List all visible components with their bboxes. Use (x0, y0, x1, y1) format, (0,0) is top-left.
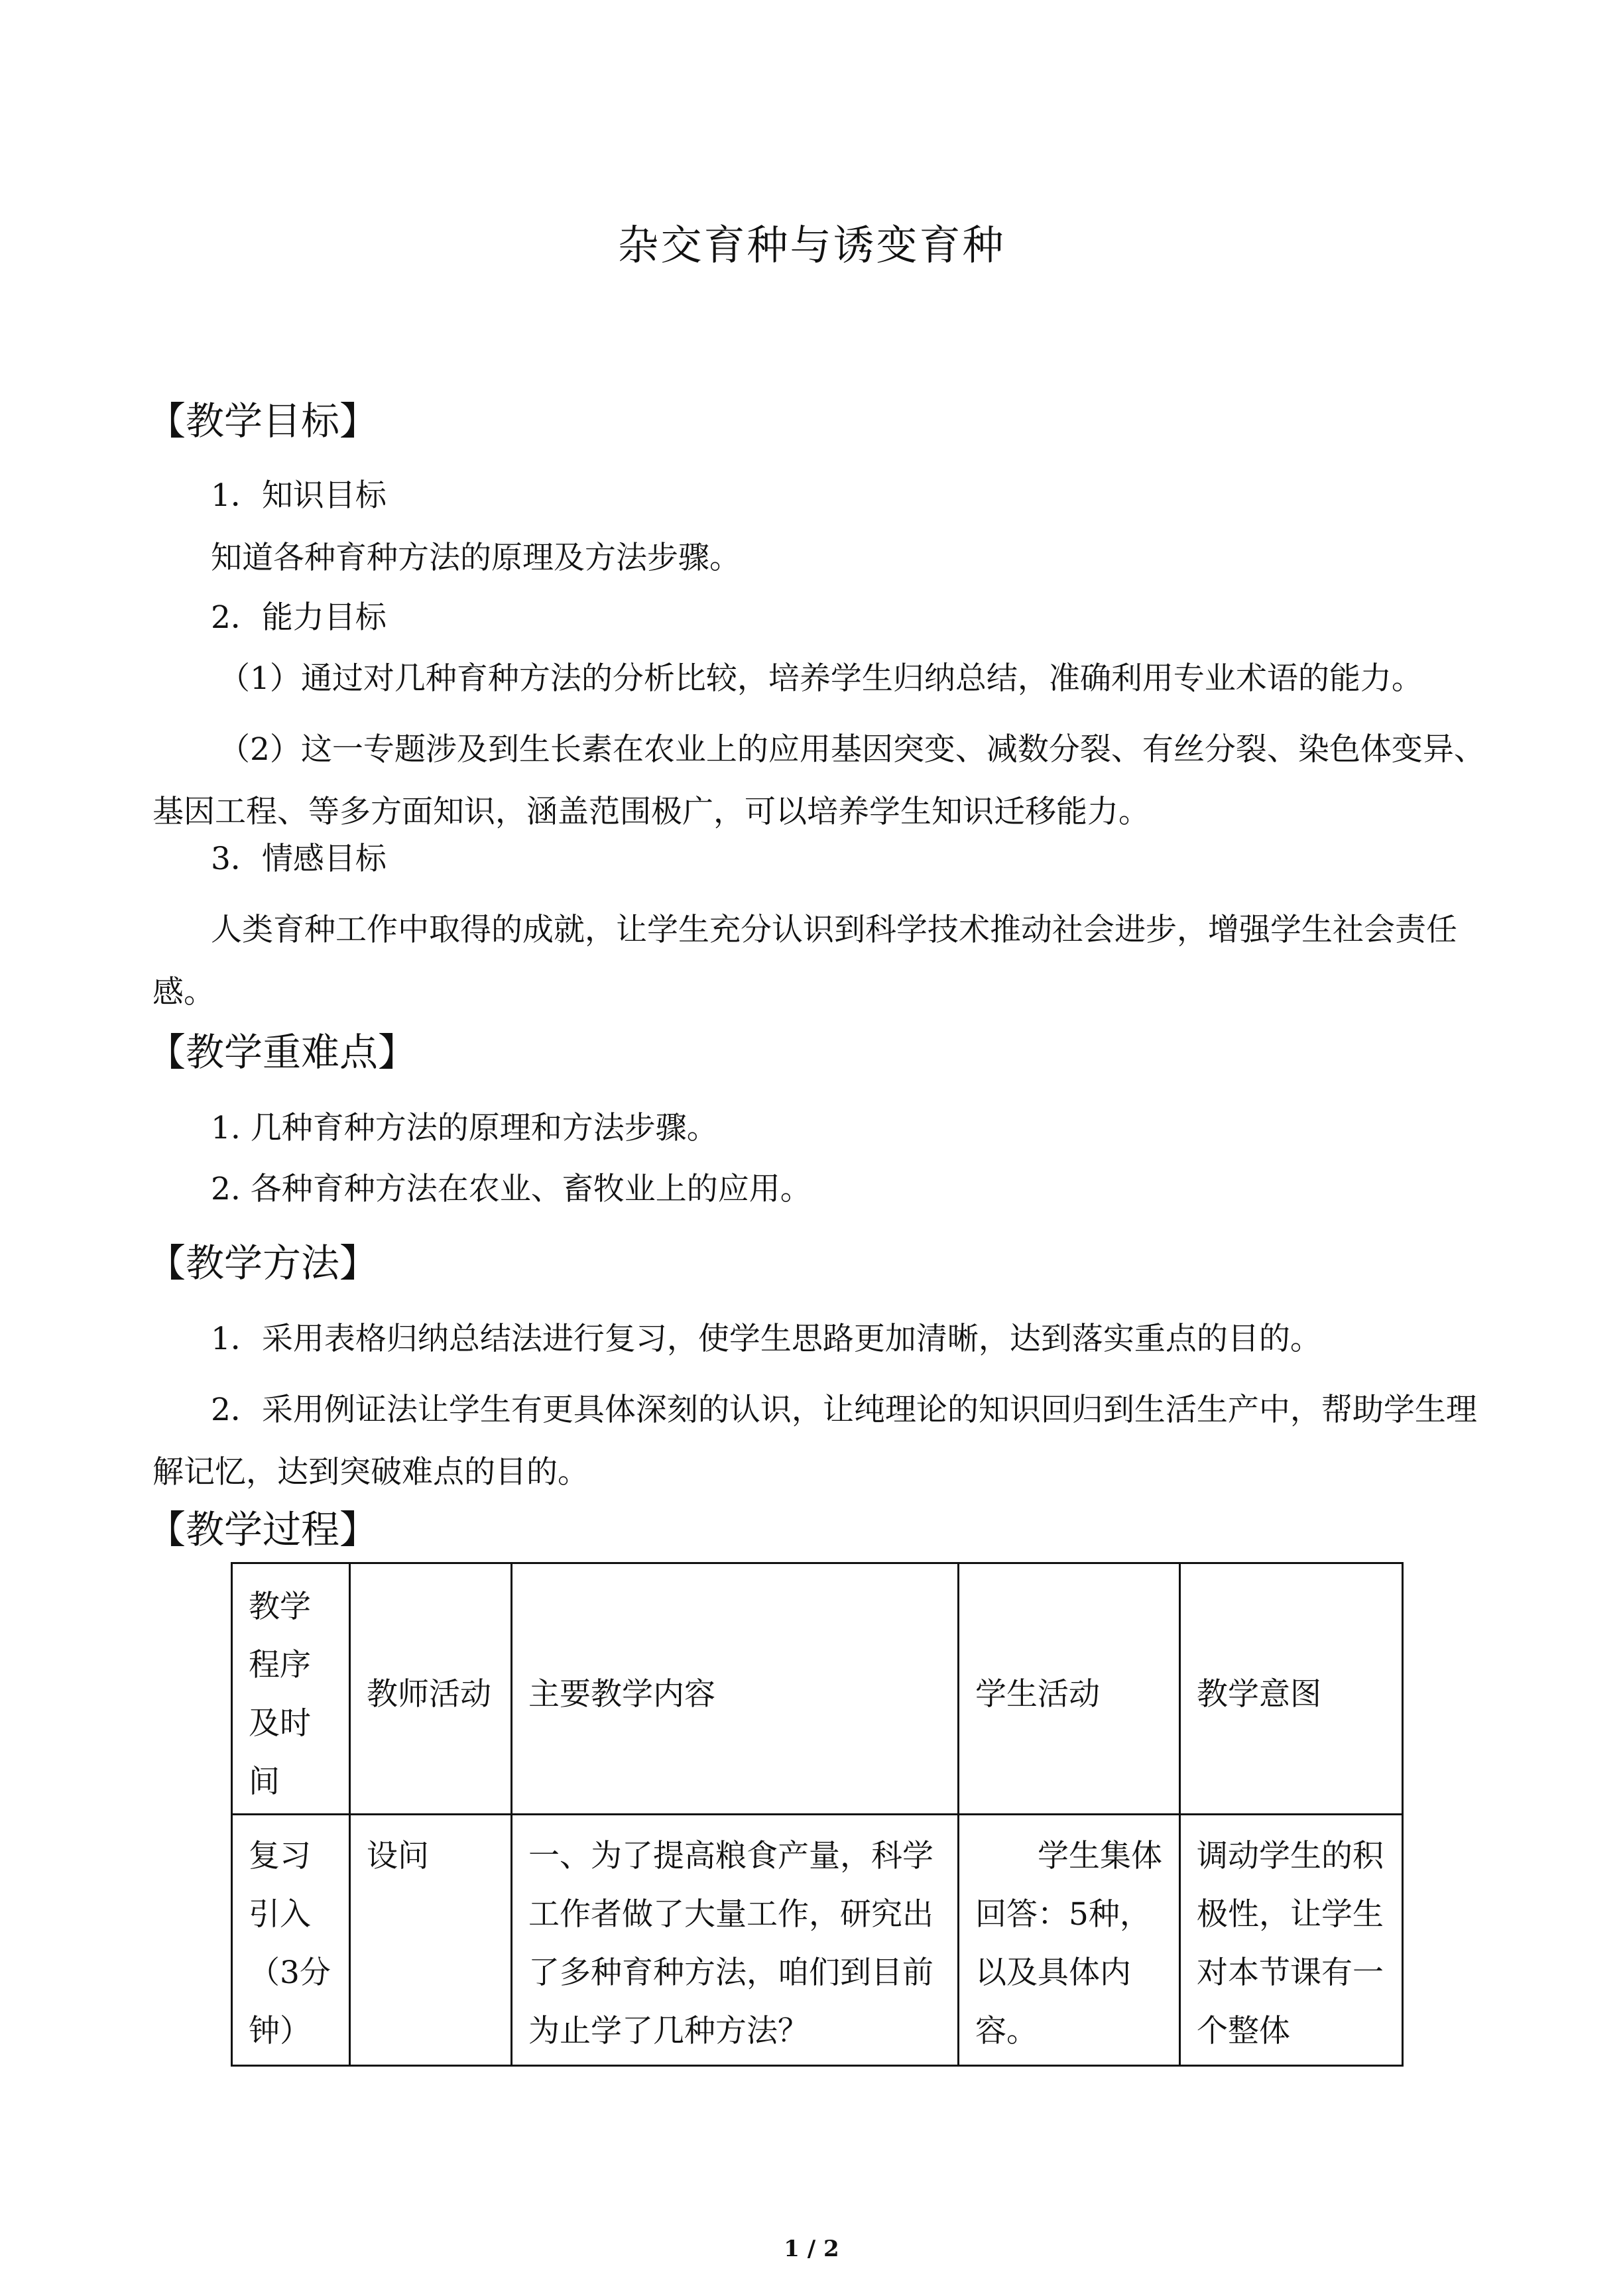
intent-cell: 调动学生的积极性，让学生对本节课有一个整体 (1180, 1815, 1403, 2066)
student-activity-cell: 学生集体回答：5种，以及具体内容。 (959, 1815, 1180, 2066)
page-number: 1 / 2 (784, 2236, 839, 2262)
table-header-row (232, 1563, 1403, 1815)
heading-key-points: 【教学重难点】 (147, 1030, 417, 1075)
teaching-process-table (231, 1562, 1404, 2067)
key-point-1: 1. 几种育种方法的原理和方法步骤。 (211, 1110, 718, 1146)
column-header: 主要教学内容 (512, 1563, 959, 1815)
knowledge-goal-label: 1．知识目标 (211, 477, 387, 514)
heading-objectives: 【教学目标】 (147, 398, 379, 444)
method-1: 1．采用表格归纳总结法进行复习，使学生思路更加清晰，达到落实重点的目的。 (211, 1321, 1321, 1357)
key-point-2: 2. 各种育种方法在农业、畜牧业上的应用。 (211, 1171, 812, 1207)
column-header: 教学程序及时间 (232, 1563, 350, 1815)
column-header: 教师活动 (350, 1563, 512, 1815)
heading-methods: 【教学方法】 (147, 1240, 379, 1286)
column-header: 教学意图 (1180, 1563, 1403, 1815)
stage-cell: 复习引入（3分钟） (232, 1815, 350, 2066)
knowledge-goal-text: 知道各种育种方法的原理及方法步骤。 (211, 540, 741, 576)
ability-goal-item-2: （2）这一专题涉及到生长素在农业上的应用基因突变、减数分裂、有丝分裂、染色体变异、基因工程、等多方面知识，涵盖范围极广，可以培养学生知识迁移能力。 (152, 731, 1485, 830)
content-cell: 一、为了提高粮食产量，科学工作者做了大量工作，研究出了多种育种方法，咱们到目前为止学了几种方法？ (512, 1815, 959, 2066)
emotion-goal-label: 3．情感目标 (211, 841, 387, 877)
emotion-goal-text: 人类育种工作中取得的成就，让学生充分认识到科学技术推动社会进步，增强学生社会责任感。 (152, 912, 1457, 1010)
teacher-activity-cell: 设问 (350, 1815, 512, 2066)
page-title: 杂交育种与诱变育种 (617, 221, 1006, 269)
ability-goal-item-1: （1）通过对几种育种方法的分析比较，培养学生归纳总结，准确利用专业术语的能力。 (219, 660, 1423, 697)
table-row (232, 1815, 1403, 2066)
ability-goal-label: 2．能力目标 (211, 599, 387, 636)
heading-process: 【教学过程】 (147, 1507, 379, 1552)
method-2: 2．采用例证法让学生有更具体深刻的认识，让纯理论的知识回归到生活生产中，帮助学生理解记忆，达到突破难点的目的。 (152, 1392, 1477, 1490)
column-header: 学生活动 (959, 1563, 1180, 1815)
